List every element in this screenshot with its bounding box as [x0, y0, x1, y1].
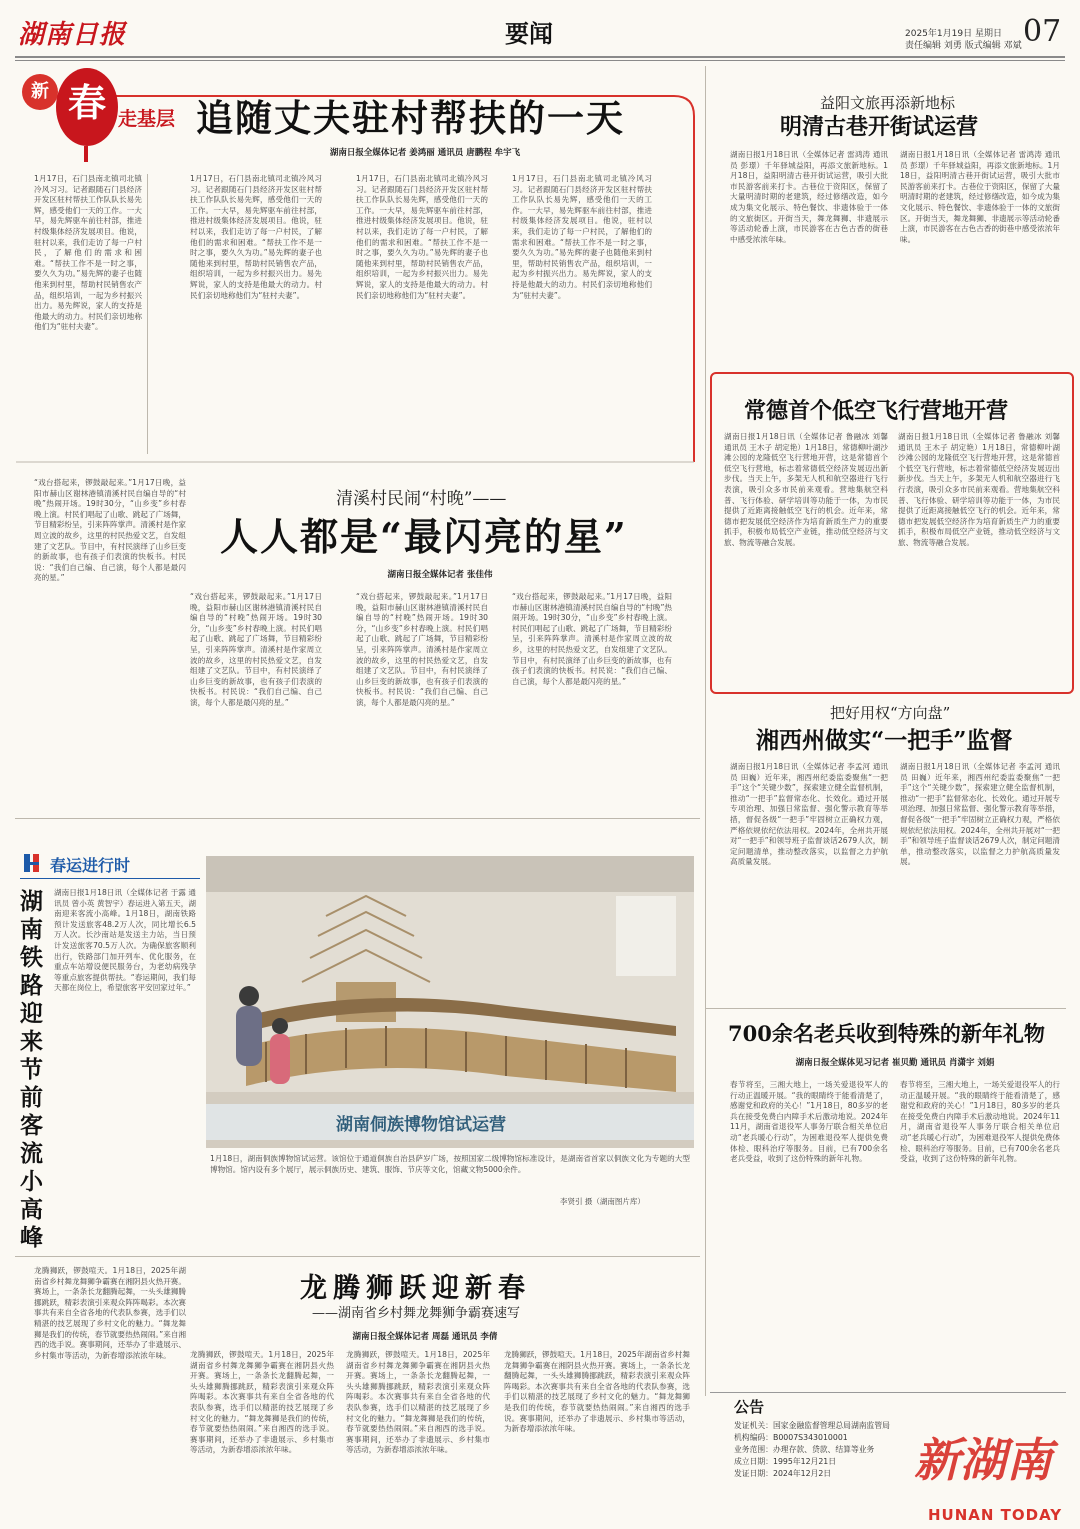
story8-subtitle: ——湖南省乡村舞龙舞狮争霸赛速写	[312, 1306, 521, 1321]
watermark-en: HUNAN TODAY	[928, 1506, 1063, 1524]
masthead-rule	[15, 56, 1065, 58]
notice-line: 发证机关：国家金融监督管理总局湖南监管局	[734, 1421, 890, 1430]
story4-title: 常德首个低空飞行营地开营	[744, 398, 1009, 424]
story7-tag: 春运进行时	[50, 856, 131, 875]
story1-byline: 湖南日报全媒体记者 姜鸿丽 通讯员 唐鹏程 牟宇飞	[329, 148, 521, 158]
story8-col-3: 龙腾狮跃，锣鼓喧天。1月18日，2025年湖南省乡村舞龙舞狮争霸赛在湘阴县火热开赛。赛场上，一条条长龙翻腾起舞，一头头雄狮腾挪跳跃，精彩表演引来观众阵阵喝彩。本次赛事共有来自全省各地的代表队参赛，选手们以精湛的技艺展现了乡村文化的魅力。“舞龙舞狮是我们的传统，春节就要热热闹闹。”来自湘西的选手说。赛事期间，还举办了非遗展示、乡村集市等活动，为新春增添浓浓年味。	[346, 1350, 490, 1455]
story5-title: 湘西州做实“一把手”监督	[756, 727, 1013, 754]
story6-col-1: 春节将至，三湘大地上，一场关爱退役军人的行动正温暖开展。“我的眼睛终于能看清楚了，感谢党和政府的关心！”1月18日，80多岁的老兵在接受免费白内障手术后激动地说。2024年11月，湖南省退役军人事务厅联合相关单位启动“老兵暖心行动”，为困难退役军人提供免费体检、眼科治疗等服务。目前，已有700余名老兵受益，收到了这份特殊的新年礼物。	[730, 1080, 888, 1164]
story3-col-2: 湖南日报1月18日讯（全媒体记者 雷鸿涛 通讯员 彭璟）千年驿城益阳，再添文旅新地标。1月18日，益阳明清古巷开街试运营，吸引大批市民游客前来打卡。古巷位于资阳区，保留了大量明清时期的老建筑，经过修缮改造，如今成为集文化展示、特色餐饮、非遗体验于一体的文旅街区。开街当天，舞龙舞狮、非遗展示等活动轮番上演，市民游客在古色古香的街巷中感受浓浓年味。	[900, 150, 1060, 244]
story5-col-2: 湖南日报1月18日讯（全媒体记者 李孟河 通讯员 田巍）近年来，湘西州纪委监委聚焦“一把手”这个“关键少数”，探索建立健全监督机制，推动“一把手”监督常态化、长效化。通过开展专项治理、加强日常监督、强化警示教育等举措，督促各级“一把手”牢固树立正确权力观，严格依规依纪依法用权。2024年，全州共开展对“一把手”和领导班子监督谈话2679人次，制定问题清单，推动整改落实，以监督之力护航高质量发展。	[900, 762, 1060, 867]
story6-col-2: 春节将至，三湘大地上，一场关爱退役军人的行动正温暖开展。“我的眼睛终于能看清楚了，感谢党和政府的关心！”1月18日，80多岁的老兵在接受免费白内障手术后激动地说。2024年11月，湖南省退役军人事务厅联合相关单位启动“老兵暖心行动”，为困难退役军人提供免费体检、眼科治疗等服务。目前，已有700余名老兵受益，收到了这份特殊的新年礼物。	[900, 1080, 1060, 1164]
story8-title: 龙腾狮跃迎新春	[300, 1273, 531, 1304]
story1-title: 追随丈夫驻村帮扶的一天	[196, 96, 625, 140]
story8-byline: 湖南日报全媒体记者 周磊 通讯员 李倩	[352, 1332, 498, 1342]
story8-col-4: 龙腾狮跃，锣鼓喧天。1月18日，2025年湖南省乡村舞龙舞狮争霸赛在湘阴县火热开赛。赛场上，一条条长龙翻腾起舞，一头头雄狮腾挪跳跃，精彩表演引来观众阵阵喝彩。本次赛事共有来自全省各地的代表队参赛，选手们以精湛的技艺展现了乡村文化的魅力。“舞龙舞狮是我们的传统，春节就要热热闹闹。”来自湘西的选手说。赛事期间，还举办了非遗展示、乡村集市等活动，为新春增添浓浓年味。	[504, 1350, 690, 1434]
story2-byline: 湖南日报全媒体记者 张佳伟	[387, 570, 493, 580]
masthead	[0, 0, 1080, 58]
story3-kicker: 益阳文旅再添新地标	[820, 94, 956, 112]
story5-kicker: 把好用权“方向盘”	[830, 704, 951, 722]
story3-col-1: 湖南日报1月18日讯（全媒体记者 雷鸿涛 通讯员 彭璟）千年驿城益阳，再添文旅新地标。1月18日，益阳明清古巷开街试运营，吸引大批市民游客前来打卡。古巷位于资阳区，保留了大量明清时期的老建筑，经过修缮改造，如今成为集文化展示、特色餐饮、非遗体验于一体的文旅街区。开街当天，舞龙舞狮、非遗展示等活动轮番上演，市民游客在古色古香的街巷中感受浓浓年味。	[730, 150, 888, 244]
story3-title: 明清古巷开街试运营	[780, 114, 979, 140]
story4-col-1: 湖南日报1月18日讯（全媒体记者 鲁融冰 刘馨 通讯员 王木子 胡定艳）1月18日，常德柳叶湖沙滩公园的龙隆低空飞行营地开营，这是常德首个低空飞行营地，标志着常德低空经济发展迈出新步伐。当天上午，多架无人机和航空器进行飞行表演，吸引众多市民前来观看。营地集航空科普、飞行体验、研学培训等功能于一体，为市民提供了近距离接触低空飞行的机会。近年来，常德市把发展低空经济作为培育新质生产力的重要抓手，积极布局低空产业链，推动低空经济与文旅、物流等融合发展。	[724, 432, 888, 547]
story1-col-2: 1月17日，石门县南北镇司北镇冷风习习。记者跟随石门县经济开发区驻村帮扶工作队队长易先辉，感受他们一天的工作。一大早，易先辉驱车前往村部，推进村级集体经济发展项目。他说，驻村以来，我们走访了每一户村民，了解他们的需求和困难。“帮扶工作不是一时之事，要久久为功。”易先辉的妻子也随他来到村里，帮助村民销售农产品，组织培训，一起为乡村振兴出力。易先辉说，家人的支持是他最大的动力。村民们亲切地称他们为“驻村夫妻”。	[190, 174, 322, 300]
new-spring-badge	[22, 68, 182, 160]
story2-col-3: “戏台搭起来，锣鼓敲起来。”1月17日晚，益阳市赫山区谢林港镇清溪村民自编自导的“村晚”热闹开场。19时30分，“山乡变”乡村春晚上演。村民们唱起了山歌、跳起了广场舞，节目精彩纷呈，引来阵阵掌声。清溪村是作家周立波的故乡，这里的村民热爱文艺，自发组建了文艺队。节目中，有村民演绎了山乡巨变的新故事，也有孩子们表演的快板书。村民说：“我们自己编、自己演，每个人都是最闪亮的星。”	[356, 592, 488, 707]
badge-walk: 走基层	[118, 108, 176, 130]
story2-col-1: “戏台搭起来，锣鼓敲起来。”1月17日晚，益阳市赫山区谢林港镇清溪村民自编自导的“村晚”热闹开场。19时30分，“山乡变”乡村春晚上演。村民们唱起了山歌、跳起了广场舞，节目精彩纷呈，引来阵阵掌声。清溪村是作家周立波的故乡，这里的村民热爱文艺，自发组建了文艺队。节目中，有村民演绎了山乡巨变的新故事，也有孩子们表演的快板书。村民说：“我们自己编、自己演，每个人都是最闪亮的星。”	[34, 478, 186, 583]
issue-date: 2025年1月19日 星期日	[905, 29, 1002, 39]
notice-line: 成立日期：1995年12月21日	[734, 1457, 837, 1466]
museum-photo	[206, 856, 694, 1148]
story1-col-3: 1月17日，石门县南北镇司北镇冷风习习。记者跟随石门县经济开发区驻村帮扶工作队队长易先辉，感受他们一天的工作。一大早，易先辉驱车前往村部，推进村级集体经济发展项目。他说，驻村以来，我们走访了每一户村民，了解他们的需求和困难。“帮扶工作不是一时之事，要久久为功。”易先辉的妻子也随他来到村里，帮助村民销售农产品，组织培训，一起为乡村振兴出力。易先辉说，家人的支持是他最大的动力。村民们亲切地称他们为“驻村夫妻”。	[356, 174, 488, 300]
photo-title: 湖南侗族博物馆试运营	[336, 1115, 506, 1135]
story2-col-4: “戏台搭起来，锣鼓敲起来。”1月17日晚，益阳市赫山区谢林港镇清溪村民自编自导的“村晚”热闹开场。19时30分，“山乡变”乡村春晚上演。村民们唱起了山歌、跳起了广场舞，节目精彩纷呈，引来阵阵掌声。清溪村是作家周立波的故乡，这里的村民热爱文艺，自发组建了文艺队。节目中，有村民演绎了山乡巨变的新故事，也有孩子们表演的快板书。村民说：“我们自己编、自己演，每个人都是最闪亮的星。”	[512, 592, 672, 686]
badge-spring: 春	[56, 68, 118, 146]
badge-new: 新	[22, 74, 58, 110]
notice-line: 机构编码：B0007S343010001	[734, 1433, 848, 1442]
story7-title: 湖南铁路迎来节前客流小高峰	[20, 888, 43, 1251]
story6-byline: 湖南日报全媒体见习记者 崔贝勤 通讯员 肖潇宇 刘娟	[795, 1058, 995, 1068]
editor-line: 责任编辑 刘勇 版式编辑 邓斌	[905, 41, 1022, 51]
story2-col-2: “戏台搭起来，锣鼓敲起来。”1月17日晚，益阳市赫山区谢林港镇清溪村民自编自导的“村晚”热闹开场。19时30分，“山乡变”乡村春晚上演。村民们唱起了山歌、跳起了广场舞，节目精彩纷呈，引来阵阵掌声。清溪村是作家周立波的故乡，这里的村民热爱文艺，自发组建了文艺队。节目中，有村民演绎了山乡巨变的新故事，也有孩子们表演的快板书。村民说：“我们自己编、自己演，每个人都是最闪亮的星。”	[190, 592, 322, 707]
story2-title: 人人都是“最闪亮的星”	[220, 514, 628, 559]
masthead-rule-thin	[15, 60, 1065, 61]
story7-body: 湖南日报1月18日讯（全媒体记者 于露 通讯员 曾小英 黄智宇）春运进入第五天，湖南迎来客流小高峰。1月18日，湖南铁路预计发送旅客48.2万人次，同比增长6.5万人次。长沙南站是发送主力站，当日预计发送旅客70.5万人次。为确保旅客顺利出行，铁路部门加开列车、优化服务，在重点车站增设便民服务台，为老幼病残孕等重点旅客提供帮扶。“春运期间，我们每天都在岗位上，希望旅客平安回家过年。”	[54, 888, 196, 993]
spring-transport-icon	[22, 852, 42, 874]
photo-credit: 李贤引 摄（湖南图片库）	[560, 1197, 645, 1206]
story5-col-1: 湖南日报1月18日讯（全媒体记者 李孟河 通讯员 田巍）近年来，湘西州纪委监委聚焦“一把手”这个“关键少数”，探索建立健全监督机制，推动“一把手”监督常态化、长效化。通过开展专项治理、加强日常监督、强化警示教育等举措，督促各级“一把手”牢固树立正确权力观，严格依规依纪依法用权。2024年，全州共开展对“一把手”和领导班子监督谈话2679人次，制定问题清单，推动整改落实，以监督之力护航高质量发展。	[730, 762, 888, 867]
story1-col-4: 1月17日，石门县南北镇司北镇冷风习习。记者跟随石门县经济开发区驻村帮扶工作队队长易先辉，感受他们一天的工作。一大早，易先辉驱车前往村部，推进村级集体经济发展项目。他说，驻村以来，我们走访了每一户村民，了解他们的需求和困难。“帮扶工作不是一时之事，要久久为功。”易先辉的妻子也随他来到村里，帮助村民销售农产品，组织培训，一起为乡村振兴出力。易先辉说，家人的支持是他最大的动力。村民们亲切地称他们为“驻村夫妻”。	[512, 174, 652, 300]
story8-col-1: 龙腾狮跃，锣鼓喧天。1月18日，2025年湖南省乡村舞龙舞狮争霸赛在湘阴县火热开赛。赛场上，一条条长龙翻腾起舞，一头头雄狮腾挪跳跃，精彩表演引来观众阵阵喝彩。本次赛事共有来自全省各地的代表队参赛，选手们以精湛的技艺展现了乡村文化的魅力。“舞龙舞狮是我们的传统，春节就要热热闹闹。”来自湘西的选手说。赛事期间，还举办了非遗展示、乡村集市等活动，为新春增添浓浓年味。	[34, 1266, 186, 1360]
page-number: 07	[1023, 14, 1062, 49]
notice-line: 发证日期：2024年12月2日	[734, 1469, 832, 1478]
story6-title: 700余名老兵收到特殊的新年礼物	[728, 1021, 1045, 1046]
watermark-logo: 新湖南	[914, 1433, 1052, 1487]
notice-label: 公告	[734, 1398, 765, 1416]
photo-caption: 1月18日，湖南侗族博物馆试运营。该馆位于通道侗族自治县萨岁广场，按照国家二级博物馆标准设计，是湖南省首家以侗族文化为专题的大型博物馆。馆内设有多个展厅，展示侗族历史、建筑、服饰、节庆等文化，馆藏文物5000余件。	[210, 1154, 690, 1174]
story2-kicker: 清溪村民闹“村晚”——	[336, 489, 507, 509]
notice-line: 业务范围：办理存款、贷款、结算等业务	[734, 1445, 875, 1454]
story8-col-2: 龙腾狮跃，锣鼓喧天。1月18日，2025年湖南省乡村舞龙舞狮争霸赛在湘阴县火热开赛。赛场上，一条条长龙翻腾起舞，一头头雄狮腾挪跳跃，精彩表演引来观众阵阵喝彩。本次赛事共有来自全省各地的代表队参赛，选手们以精湛的技艺展现了乡村文化的魅力。“舞龙舞狮是我们的传统，春节就要热热闹闹。”来自湘西的选手说。赛事期间，还举办了非遗展示、乡村集市等活动，为新春增添浓浓年味。	[190, 1350, 334, 1455]
story1-col-1: 1月17日，石门县南北镇司北镇冷风习习。记者跟随石门县经济开发区驻村帮扶工作队队长易先辉，感受他们一天的工作。一大早，易先辉驱车前往村部，推进村级集体经济发展项目。他说，驻村以来，我们走访了每一户村民，了解他们的需求和困难。“帮扶工作不是一时之事，要久久为功。”易先辉的妻子也随他来到村里，帮助村民销售农产品，组织培训，一起为乡村振兴出力。易先辉说，家人的支持是他最大的动力。村民们亲切地称他们为“驻村夫妻”。	[34, 174, 142, 332]
story4-col-2: 湖南日报1月18日讯（全媒体记者 鲁融冰 刘馨 通讯员 王木子 胡定艳）1月18日，常德柳叶湖沙滩公园的龙隆低空飞行营地开营，这是常德首个低空飞行营地，标志着常德低空经济发展迈出新步伐。当天上午，多架无人机和航空器进行飞行表演，吸引众多市民前来观看。营地集航空科普、飞行体验、研学培训等功能于一体，为市民提供了近距离接触低空飞行的机会。近年来，常德市把发展低空经济作为培育新质生产力的重要抓手，积极布局低空产业链，推动低空经济与文旅、物流等融合发展。	[898, 432, 1060, 547]
lantern-tassel	[84, 146, 88, 162]
newspaper-logo: 湖南日报	[18, 20, 127, 50]
section-title: 要闻	[505, 19, 553, 48]
